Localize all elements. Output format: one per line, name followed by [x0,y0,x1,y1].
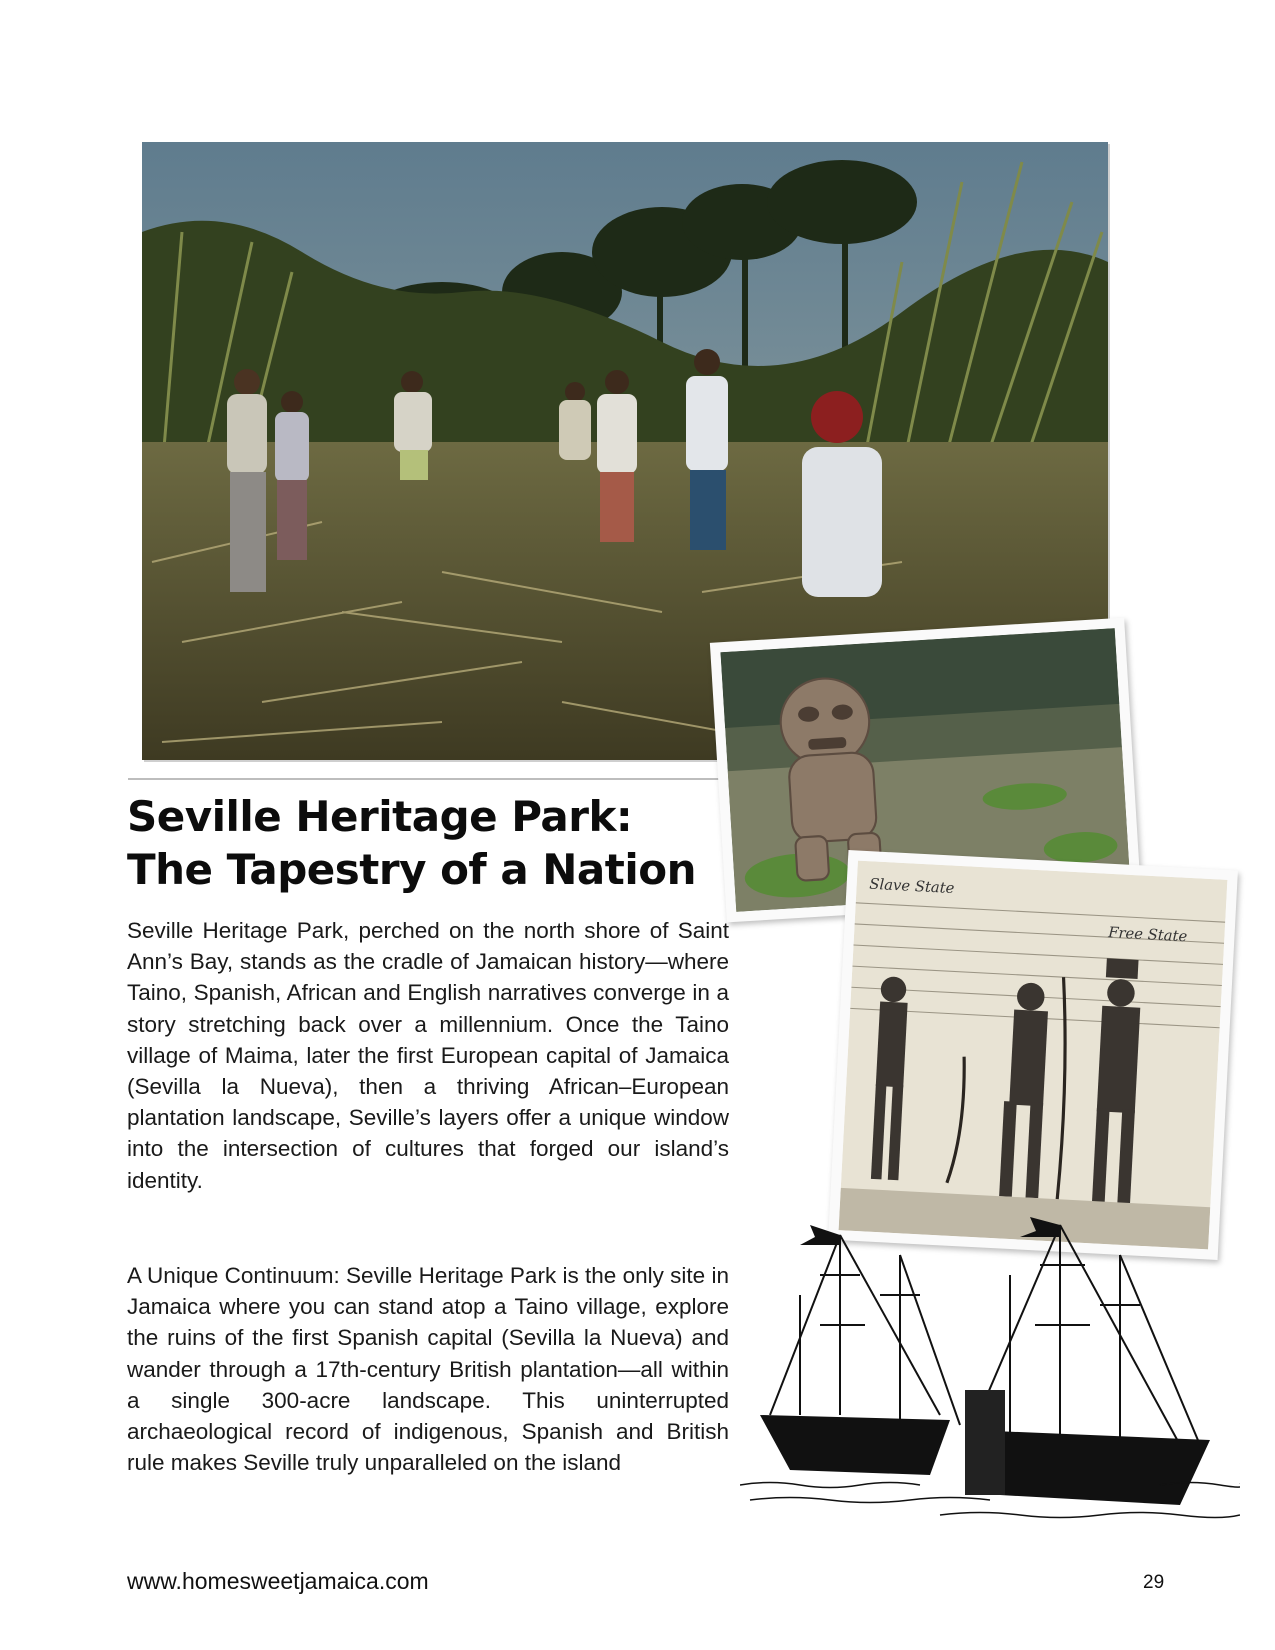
title-line-1: Seville Heritage Park: [127,792,633,841]
section-divider [128,778,728,780]
article-paragraph-2: A Unique Continuum: Seville Heritage Park is the only site in Jamaica where you can stand atop a Taino village, explore the ruins of the first Spanish capital (Sevilla la Nueva) and wander through a 17th-century British plantation—all within a single 300-acre landscape. This uninterrupted archaeological record of indigenous, Spanish and British rule makes Seville truly unparalleled on the island [127,1263,729,1476]
article-paragraph-1: Seville Heritage Park, perched on the north shore of Saint Ann’s Bay, stands as the cradle of Jamaican history—where Taino, Spanish, African and English narratives converge in a story stretching back over a millennium. Once the Taino village of Maima, later the first European capital of Jamaica (Sevilla la Nueva), then a thriving African–European plantation landscape, Seville’s layers offer a unique window into the intersection of cultures that forged our island’s identity. [127,918,729,1193]
article-title [127,790,747,896]
sailing-ships-engraving [740,1215,1240,1525]
engraving-illustration [839,861,1228,1250]
footer-website-url[interactable]: www.homesweetjamaica.com [127,1568,429,1594]
engraving-label-left: Slave State [868,875,955,898]
page-number: 29 [1143,1572,1165,1593]
engraving-label-right: Free State [1107,924,1188,946]
slave-free-state-engraving [828,850,1238,1260]
ships-illustration [740,1215,1240,1525]
title-line-2: The Tapestry of a Nation [127,845,697,894]
